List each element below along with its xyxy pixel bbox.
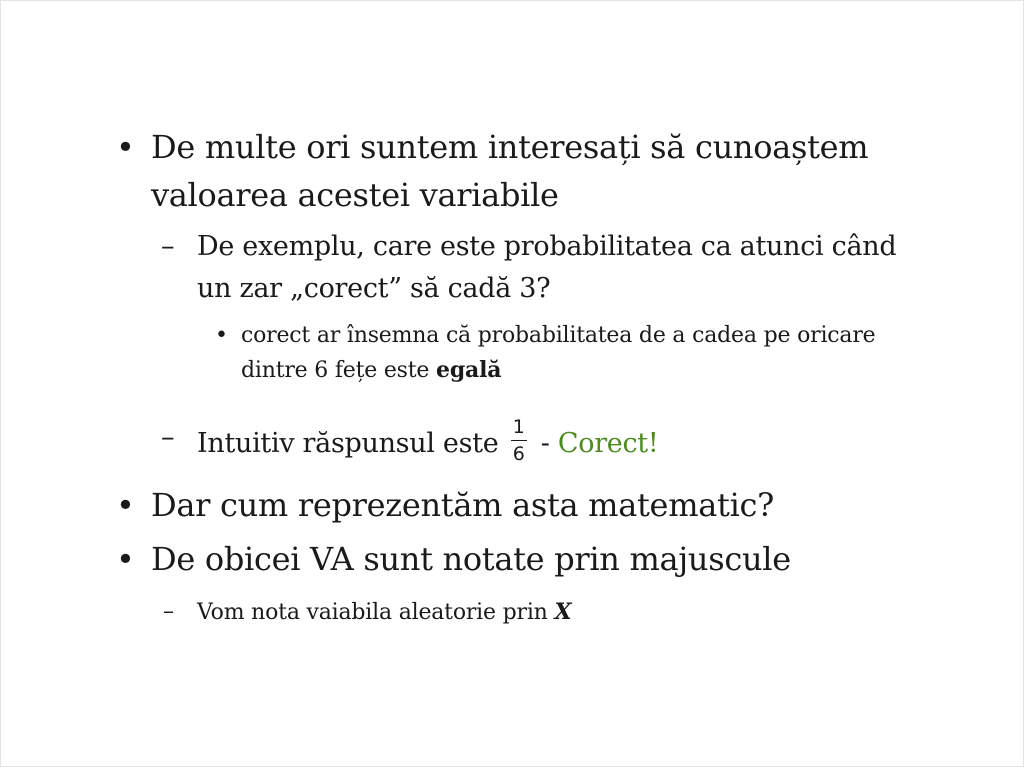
- bullet-text-line: Dar cum reprezentăm asta matematic?: [151, 486, 774, 524]
- sub-bullet-text: Intuitiv răspunsul este: [197, 428, 499, 459]
- sub-bullet-text-line: [197, 597, 571, 628]
- bullet-text-line: valoarea acestei variabile: [151, 176, 559, 214]
- dot-icon: •: [215, 323, 228, 348]
- bullet-text-line: De multe ori suntem interesați să cunoaștem: [151, 128, 869, 166]
- sub-sub-bullet-text-line: [241, 355, 501, 386]
- sub-bullet-text-line: un zar „corect” să cadă 3?: [197, 273, 551, 304]
- bold-word: egală: [436, 357, 502, 383]
- bullet-icon: •: [116, 540, 135, 578]
- variable-symbol: X: [554, 599, 572, 625]
- dash-icon: –: [161, 231, 175, 262]
- sub-sub-bullet-text: dintre 6 fețe este: [241, 358, 437, 383]
- bullet-icon: •: [116, 128, 135, 166]
- bullet-icon: •: [116, 486, 135, 524]
- sub-bullet-text-line: De exemplu, care este probabilitatea ca atunci când: [197, 231, 897, 262]
- separator-text: -: [532, 428, 558, 459]
- fraction-denominator: 6: [512, 443, 525, 465]
- sub-bullet-text-line: [197, 416, 659, 469]
- dash-icon: –: [161, 422, 175, 453]
- fraction-numerator: 1: [511, 416, 527, 441]
- dash-icon: –: [163, 599, 174, 624]
- sub-sub-bullet-text-line: corect ar însemna că probabilitatea de a cadea pe oricare: [241, 323, 876, 348]
- bullet-text-line: De obicei VA sunt notate prin majuscule: [151, 540, 791, 578]
- fraction: [511, 416, 527, 465]
- highlight-text: Corect!: [557, 428, 659, 459]
- sub-bullet-text: Vom nota vaiabila aleatorie prin: [197, 600, 555, 625]
